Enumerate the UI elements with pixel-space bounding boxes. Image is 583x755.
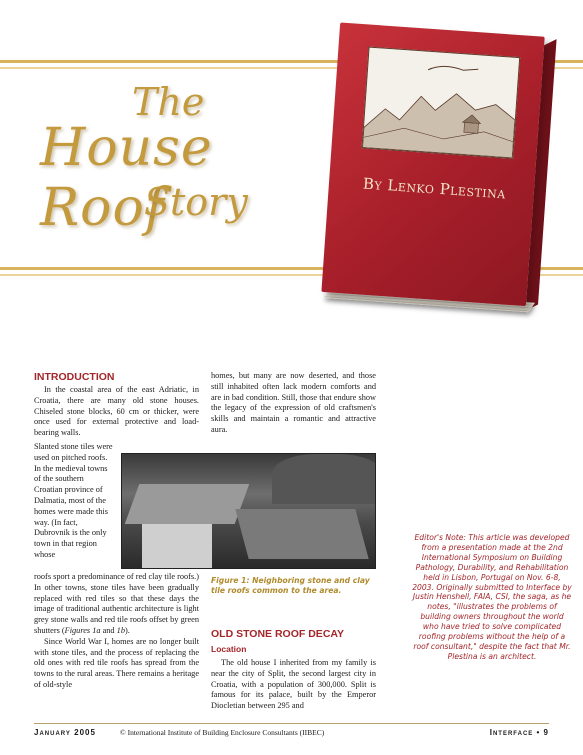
intro-paragraph-2-end: roofs sport a predominance of red clay tile roofs.) In other towns, stone tiles have been gradually replaced with red tiles so that these days the image of traditional authentic architecture is light grey stone walls and red tile roofs offset by green shutters (Figures 1a and 1b). <box>34 572 199 635</box>
footer-rule <box>34 723 549 724</box>
editors-note: Editor's Note: This article was developed from a presentation made at the 2nd International Symposium on Building Pathology, Durability, and Rehabilitation held in Lisbon, Portugal on Nov. 6-8, 2003. Originally submitted to Interface by Justin Henshell, FAIA, CSI, the saga, as he notes, "illustrates the problems of building owners throughout the world who have tried to solve complicated roofing problems without the help of a roof consultant," despite the fact that Mr. Plestina is an architect. <box>412 533 572 661</box>
book-byline: By Lenko Plestina <box>362 174 507 203</box>
intro-col1-bottom <box>34 572 199 691</box>
intro-col2-top <box>211 371 376 436</box>
title-the: The <box>132 80 205 124</box>
book-illustration <box>320 22 564 322</box>
photo-tile-roof <box>235 509 368 559</box>
figure-1-caption: Figure 1: Neighboring stone and clay tile roofs common to the area. <box>211 576 370 595</box>
book-cover <box>321 22 544 306</box>
intro-paragraph-1: In the coastal area of the east Adriatic, in Croatia, there are many old stone houses. Chiseled stone blocks, 60 cm or thicker, were once used for external protective and load-bearing walls. <box>34 385 199 438</box>
intro-col1-narrow <box>34 442 114 561</box>
title-story: Story <box>144 180 248 224</box>
intro-col1-top <box>34 385 199 439</box>
intro-paragraph-2-start: Slanted stone tiles were used on pitched roofs. In the medieval towns of the southern Croatian province of Dalmatia, most of the homes were made this way. (In fact, Dubrovnik is the only town in that region whose <box>34 442 113 559</box>
footer-date: January 2005 <box>34 728 96 737</box>
decay-paragraph-1: The old house I inherited from my family is near the city of Split, the second largest city in Croatia, with a population of 300,000. Split is famous for its palace, built by the Emperor Diocletian between 295 and <box>211 658 376 711</box>
intro-paragraph-4: homes, but many are now deserted, and those still inhabited often lack modern comforts and are in bad condition. Still, those that endure show the legacy of the expression of old craftsmen's skills and maintain a romantic and attractive aura. <box>211 371 376 434</box>
engraving-landscape-icon <box>363 48 520 158</box>
footer-page-number: Interface • 9 <box>489 728 549 737</box>
figure-1-photo <box>121 453 376 569</box>
book-cover-engraving <box>361 47 520 159</box>
heading-introduction: INTRODUCTION <box>34 371 115 383</box>
intro-paragraph-3: Since World War I, homes are no longer built with stone tiles, and the process of replacing the old ones with red tile roofs has spread from the towns to the rural areas. There remains a heritage of old-style <box>34 636 199 689</box>
heading-old-stone-roof-decay: OLD STONE ROOF DECAY <box>211 628 345 640</box>
photo-stone-wall <box>142 524 212 568</box>
photo-stone-roof <box>125 484 250 524</box>
title-house-roof: House Roof <box>40 118 213 238</box>
decay-col2 <box>211 658 376 712</box>
subheading-location: Location <box>211 644 247 654</box>
article-title <box>40 80 300 240</box>
footer-copyright: © International Institute of Building Enclosure Consultants (IIBEC) <box>120 728 325 737</box>
photo-hill <box>272 454 376 504</box>
